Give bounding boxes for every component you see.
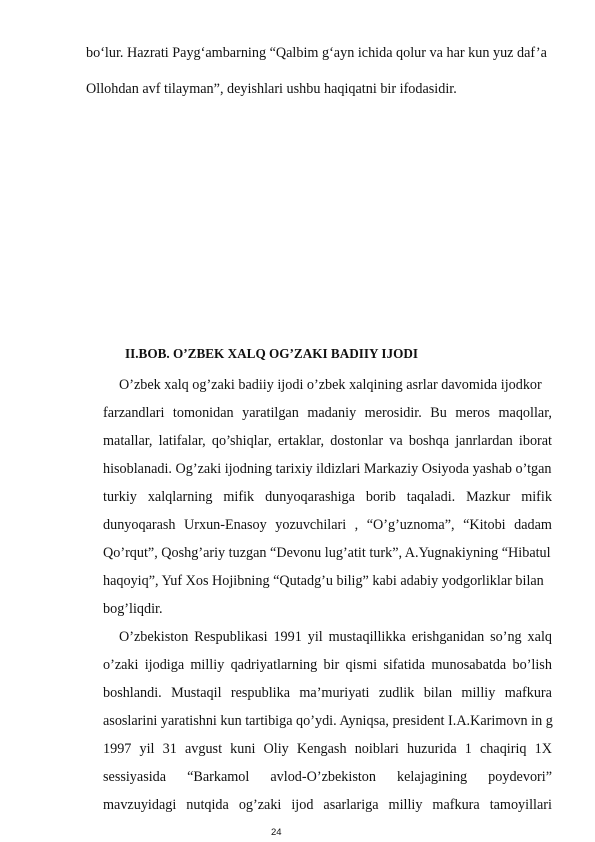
word: kelajagining xyxy=(397,769,468,785)
paragraph-line xyxy=(103,768,552,786)
word: yil xyxy=(139,741,155,757)
word: zudlik xyxy=(378,685,415,701)
word: merosidir. xyxy=(364,405,422,421)
word: mifik xyxy=(223,489,255,505)
paragraph-line xyxy=(103,432,552,450)
word: respublika xyxy=(230,685,290,701)
word: turkiy xyxy=(103,489,137,505)
word: dunyoqarash xyxy=(103,517,176,533)
word: Urxun-Enasoy xyxy=(184,517,267,533)
word: 1991 xyxy=(273,629,302,645)
word: asarlariga xyxy=(323,797,379,813)
word: dunyoqarashiga xyxy=(265,489,355,505)
word: madaniy xyxy=(307,405,357,421)
word: O’zbekiston xyxy=(119,629,189,645)
word: borib xyxy=(365,489,396,505)
word: farzandlari xyxy=(103,405,165,421)
word: boshlandi. xyxy=(103,685,162,701)
word: mifik xyxy=(521,489,552,505)
word: milliy xyxy=(190,657,225,673)
word: yozuvchilari xyxy=(275,517,347,533)
word: huzurida xyxy=(406,741,457,757)
word: erishganidan xyxy=(411,629,485,645)
word: “Kitobi xyxy=(463,517,506,533)
word: matallar, xyxy=(103,433,153,449)
word: va xyxy=(389,433,403,449)
word: munosabatda xyxy=(431,657,507,673)
paragraph-line: bog’liqdir. xyxy=(103,601,163,617)
word: “O’g’uznoma”, xyxy=(366,517,455,533)
word: latifalar, xyxy=(158,433,206,449)
paragraph-line xyxy=(103,740,552,758)
word: janrlardan xyxy=(455,433,513,449)
paragraph-line: asoslarini yaratishni kun tartibiga qo’ydi. Ayniqsa, president I.A.Karimovn in g xyxy=(103,713,553,729)
page-number: 24 xyxy=(271,827,282,838)
word: yaratilgan xyxy=(242,405,299,421)
word: mafkura xyxy=(432,797,480,813)
word: qadriyatlarning xyxy=(230,657,318,673)
word: sifatida xyxy=(383,657,426,673)
word: 31 xyxy=(162,741,177,757)
word: bilan xyxy=(423,685,453,701)
word: dostonlar xyxy=(330,433,384,449)
top-paragraph-line: Ollohdan avf tilayman”, deyishlari ushbu haqiqatni bir ifodasidir. xyxy=(86,81,457,97)
paragraph-line xyxy=(103,516,552,534)
word: dadam xyxy=(514,517,552,533)
word: Mustaqil xyxy=(171,685,222,701)
word: , xyxy=(354,517,359,533)
word: sessiyasida xyxy=(103,769,167,785)
word: “Barkamol xyxy=(187,769,250,785)
word: taqaladi. xyxy=(406,489,456,505)
word: milliy xyxy=(388,797,423,813)
paragraph-line: hisoblanadi. Og’zaki ijodning tarixiy ildizlari Markaziy Osiyoda yashab o’tgan xyxy=(103,461,552,477)
paragraph-line xyxy=(103,684,552,702)
word: mavzuyidagi xyxy=(103,797,177,813)
word: Bu xyxy=(430,405,447,421)
word: ertaklar, xyxy=(277,433,325,449)
word: xalqlarning xyxy=(147,489,213,505)
word: ijod xyxy=(291,797,314,813)
word: mafkura xyxy=(504,685,552,701)
word: og’zaki xyxy=(238,797,282,813)
chapter-heading: II.BOB. O’ZBEK XALQ OG’ZAKI BADIIY IJODI xyxy=(125,346,418,361)
word: kuni xyxy=(230,741,256,757)
word: bo’lish xyxy=(512,657,552,673)
word: 1X xyxy=(534,741,552,757)
paragraph-line xyxy=(103,404,552,422)
word: chaqiriq xyxy=(480,741,527,757)
paragraph-line xyxy=(103,796,552,814)
word: o’zaki xyxy=(103,657,139,673)
paragraph-line xyxy=(103,656,552,674)
word: qismi xyxy=(345,657,378,673)
word: mustaqillikka xyxy=(328,629,406,645)
word: ijodiga xyxy=(144,657,185,673)
word: boshqa xyxy=(408,433,450,449)
word: milliy xyxy=(461,685,496,701)
word: Oliy xyxy=(263,741,289,757)
paragraph-line: O’zbek xalq og’zaki badiiy ijodi o’zbek xalqining asrlar davomida ijodkor xyxy=(119,377,542,393)
paragraph-line xyxy=(119,628,552,646)
paragraph-line: Qo’rqut”, Qoshg’ariy tuzgan “Devonu lug’atit turk”, A.Yugnakiyning “Hibatul xyxy=(103,545,551,561)
paragraph-line: haqoyiq”, Yuf Xos Hojibning “Qutadg’u bilig” kabi adabiy yodgorliklar bilan xyxy=(103,573,544,589)
word: qo’shiqlar, xyxy=(211,433,272,449)
word: tamoyillari xyxy=(489,797,552,813)
word: avlod-O’zbekiston xyxy=(270,769,376,785)
word: maqollar, xyxy=(498,405,552,421)
paragraph-line xyxy=(103,488,552,506)
word: avgust xyxy=(184,741,223,757)
word: tomonidan xyxy=(172,405,234,421)
word: Respublikasi xyxy=(194,629,268,645)
word: nutqida xyxy=(186,797,229,813)
word: Kengash xyxy=(296,741,347,757)
word: ma’muriyati xyxy=(299,685,370,701)
word: noiblari xyxy=(354,741,399,757)
top-paragraph-line: bo‘lur. Hazrati Payg‘ambarning “Qalbim g‘ayn ichida qolur va har kun yuz daf’a xyxy=(86,45,547,61)
word: iborat xyxy=(518,433,552,449)
word: 1 xyxy=(464,741,472,757)
word: yil xyxy=(307,629,323,645)
word: poydevori” xyxy=(488,769,552,785)
word: xalq xyxy=(527,629,552,645)
word: Mazkur xyxy=(466,489,511,505)
word: so’ng xyxy=(490,629,522,645)
word: bir xyxy=(323,657,340,673)
word: meros xyxy=(455,405,491,421)
word: 1997 xyxy=(103,741,132,757)
